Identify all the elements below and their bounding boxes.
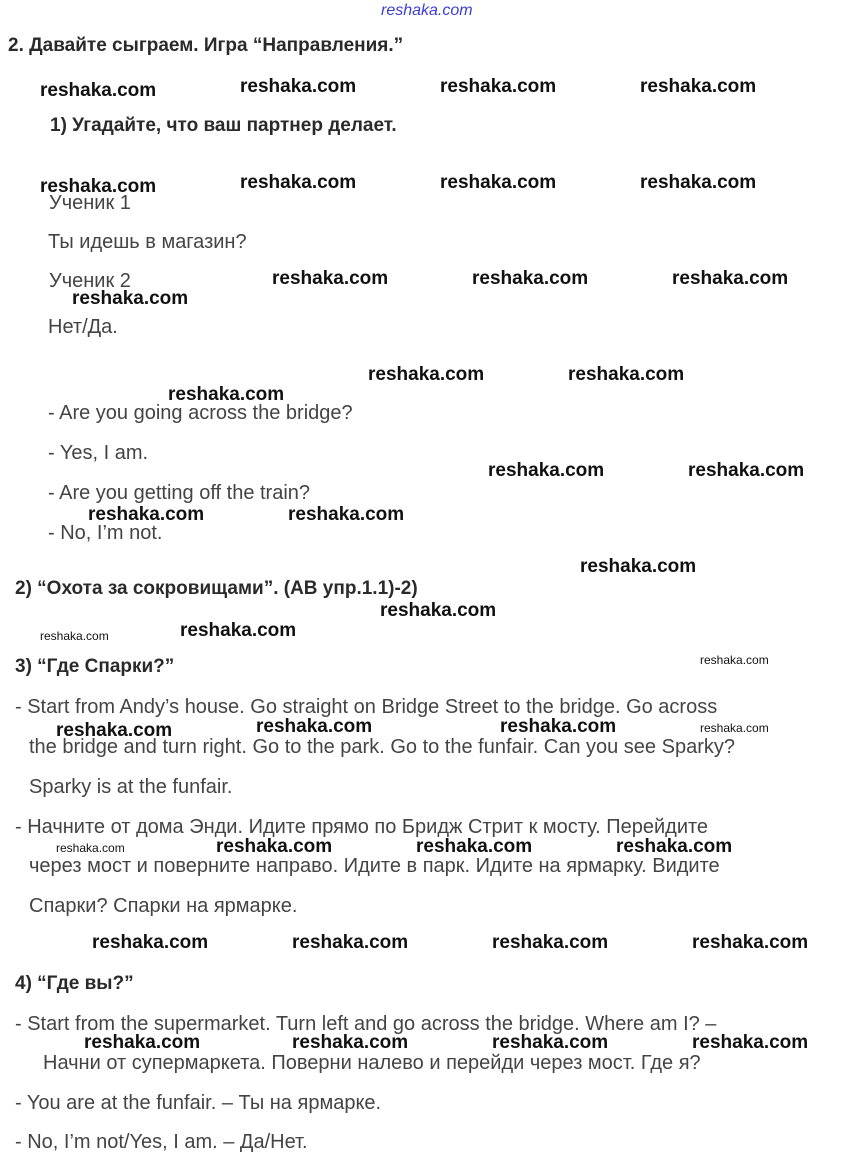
watermark: reshaka.com — [56, 720, 173, 741]
watermark: reshaka.com — [692, 932, 809, 953]
student2-label: Ученик 2 — [49, 270, 131, 292]
part1-title: 1) Угадайте, что ваш партнер делает. — [50, 115, 397, 136]
part3-ru-line: через мост и поверните направо. Идите в парк. Идите на ярмарку. Видите — [29, 855, 720, 877]
watermark: reshaka.com — [240, 172, 357, 193]
watermark: reshaka.com — [88, 504, 205, 525]
watermark: reshaka.com — [488, 460, 605, 481]
watermark: reshaka.com — [472, 268, 589, 289]
watermark: reshaka.com — [492, 1032, 609, 1053]
watermark: reshaka.com — [672, 268, 789, 289]
part3-ru-line: - Начните от дома Энди. Идите прямо по Бридж Стрит к мосту. Перейдите — [15, 816, 709, 838]
watermark: reshaka.com — [92, 932, 209, 953]
part4-line: - No, I’m not/Yes, I am. – Да/Нет. — [15, 1131, 308, 1153]
part3-en-line: the bridge and turn right. Go to the park. Go to the funfair. Can you see Sparky? — [29, 736, 735, 758]
watermark: reshaka.com — [72, 288, 189, 309]
dialogue-line: - Are you getting off the train? — [48, 482, 311, 504]
student1-label: Ученик 1 — [49, 192, 131, 214]
watermark: reshaka.com — [40, 176, 157, 197]
watermark: reshaka.com — [40, 629, 109, 643]
watermark: reshaka.com — [380, 600, 497, 621]
watermark: reshaka.com — [84, 1032, 201, 1053]
watermark: reshaka.com — [168, 384, 285, 405]
student2-answer: Нет/Да. — [48, 316, 118, 338]
watermark: reshaka.com — [216, 836, 333, 857]
dialogue-line: - Are you going across the bridge? — [48, 402, 353, 424]
watermark: reshaka.com — [368, 364, 485, 385]
watermark: reshaka.com — [272, 268, 389, 289]
watermark: reshaka.com — [40, 80, 157, 101]
watermark: reshaka.com — [640, 76, 757, 97]
part4-line: Начни от супермаркета. Поверни налево и перейди через мост. Где я? — [43, 1052, 701, 1074]
part3-ru-line: Спарки? Спарки на ярмарке. — [29, 895, 298, 917]
part4-title: 4) “Где вы?” — [15, 973, 134, 994]
watermark: reshaka.com — [292, 932, 409, 953]
part3-title: 3) “Где Спарки?” — [15, 656, 175, 677]
part2-title: 2) “Охота за сокровищами”. (АВ упр.1.1)-2) — [15, 578, 418, 599]
watermark: reshaka.com — [256, 716, 373, 737]
dialogue-line: - No, I’m not. — [48, 522, 163, 544]
watermark: reshaka.com — [56, 841, 125, 855]
watermark: reshaka.com — [580, 556, 697, 577]
watermark: reshaka.com — [180, 620, 297, 641]
watermark: reshaka.com — [500, 716, 617, 737]
site-header: reshaka.com — [381, 2, 473, 19]
watermark: reshaka.com — [700, 653, 769, 667]
watermark: reshaka.com — [440, 76, 557, 97]
part4-line: - You are at the funfair. – Ты на ярмарке. — [15, 1092, 382, 1114]
dialogue-line: - Yes, I am. — [48, 442, 149, 464]
watermark: reshaka.com — [416, 836, 533, 857]
watermark: reshaka.com — [688, 460, 805, 481]
student1-question: Ты идешь в магазин? — [48, 231, 247, 253]
watermark: reshaka.com — [700, 721, 769, 735]
watermark: reshaka.com — [288, 504, 405, 525]
part4-line: - Start from the supermarket. Turn left and go across the bridge. Where am I? – — [15, 1013, 717, 1035]
exercise-heading: 2. Давайте сыграем. Игра “Направления.” — [8, 35, 404, 56]
watermark: reshaka.com — [568, 364, 685, 385]
watermark: reshaka.com — [440, 172, 557, 193]
part3-en-line: - Start from Andy’s house. Go straight on Bridge Street to the bridge. Go across — [15, 696, 718, 718]
watermark: reshaka.com — [240, 76, 357, 97]
watermark: reshaka.com — [292, 1032, 409, 1053]
watermark: reshaka.com — [640, 172, 757, 193]
part3-en-line: Sparky is at the funfair. — [29, 776, 233, 798]
watermark: reshaka.com — [492, 932, 609, 953]
watermark: reshaka.com — [692, 1032, 809, 1053]
watermark: reshaka.com — [616, 836, 733, 857]
